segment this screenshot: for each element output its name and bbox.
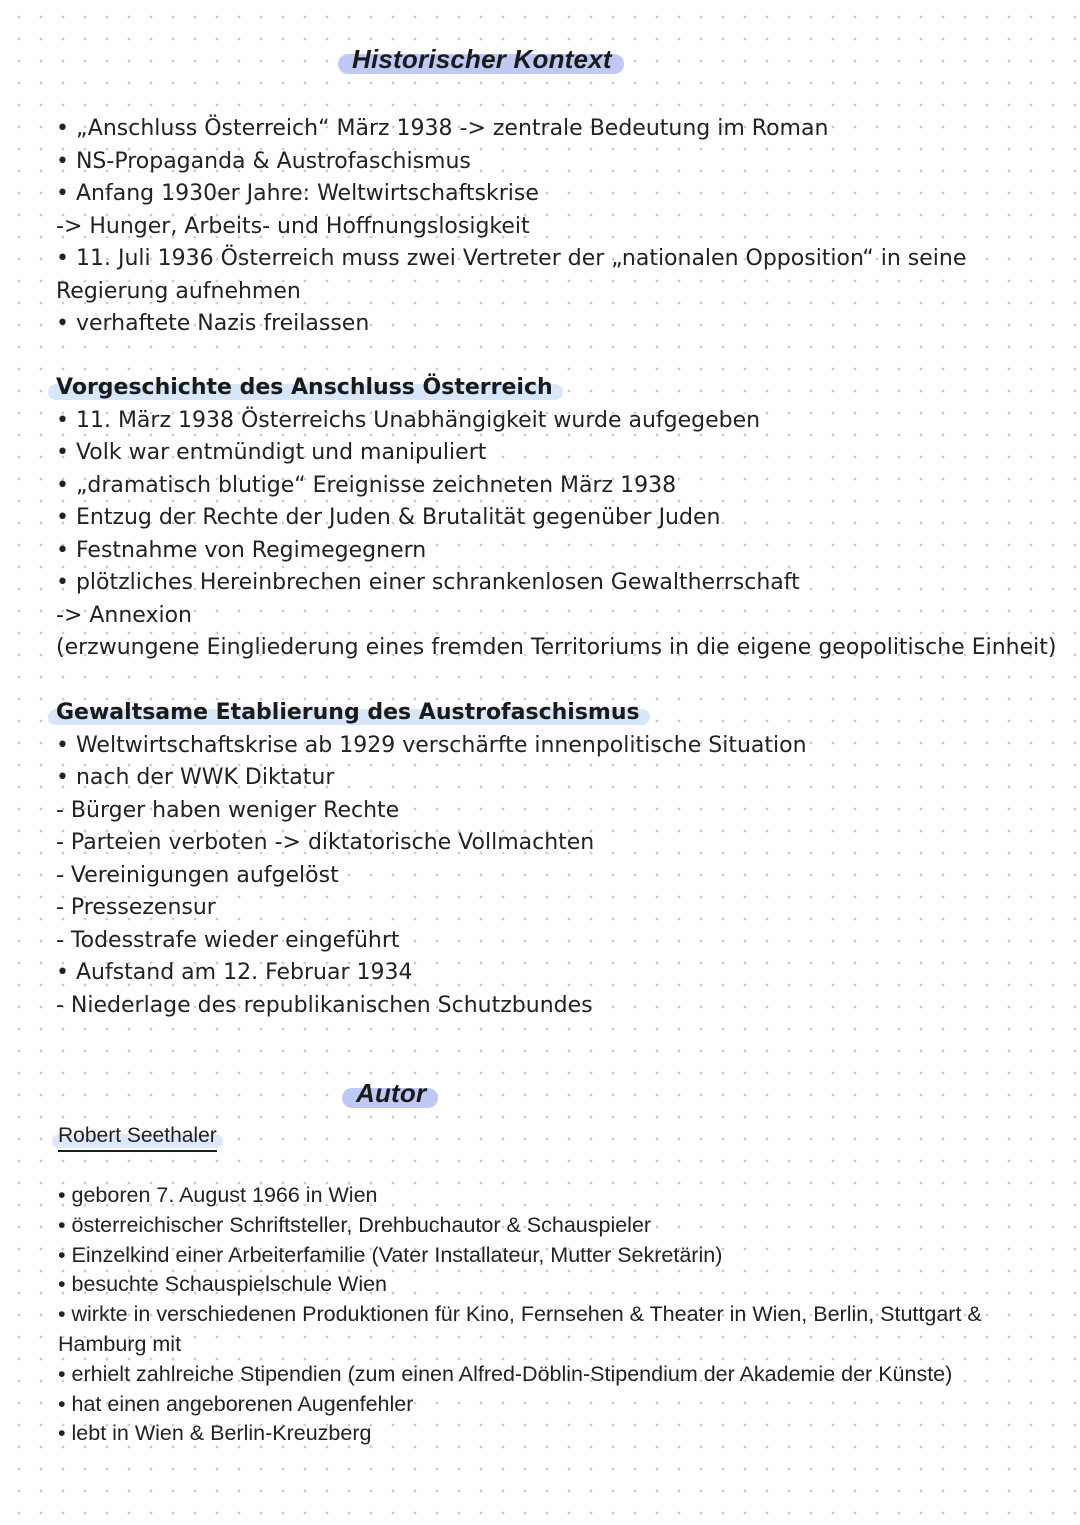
list-item: • plötzliches Hereinbrechen einer schrankenlosen Gewaltherrschaft [56, 570, 800, 595]
list-item: - Pressezensur [56, 895, 216, 920]
list-item: • 11. Juli 1936 Österreich muss zwei Vertreter der „nationalen Opposition“ in seine Regierung aufnehmen [56, 246, 967, 304]
list-item: • Anfang 1930er Jahre: Weltwirtschaftskrise [56, 181, 539, 206]
section-historical-context [56, 113, 1056, 341]
list-item: • Einzelkind einer Arbeiterfamilie (Vater Installateur, Mutter Sekretärin) [58, 1242, 723, 1267]
list-item: -> Hunger, Arbeits- und Hoffnungslosigkeit [56, 213, 530, 239]
section-heading [56, 697, 640, 730]
list-item: • besuchte Schauspielschule Wien [58, 1272, 388, 1297]
section-heading [56, 372, 553, 405]
list-item: • geboren 7. August 1966 in Wien [58, 1183, 378, 1207]
list-item: • lebt in Wien & Berlin-Kreuzberg [58, 1421, 372, 1446]
list-item: (erzwungene Eingliederung eines fremden Territoriums in die eigene geopolitische Einheit) [56, 635, 1057, 660]
autor-title-text: Autor [356, 1078, 427, 1108]
list-item: - Bürger haben weniger Rechte [56, 797, 400, 823]
list-item: - Niederlage des republikanischen Schutzbundes [56, 992, 593, 1018]
list-item: • Aufstand am 12. Februar 1934 [56, 960, 413, 985]
author-name-text: Robert Seethaler [58, 1124, 217, 1147]
list-item: • hat einen angeborenen Augenfehler [58, 1391, 414, 1416]
list-item: • NS-Propaganda & Austrofaschismus [56, 148, 471, 174]
list-item: - Todesstrafe wieder eingeführt [56, 927, 400, 953]
page-title-text: Historischer Kontext [352, 44, 612, 74]
section-austrofaschismus [56, 697, 1056, 1022]
section-heading-text: Gewaltsame Etablierung des Austrofaschismus [56, 700, 640, 725]
list-item: • wirkte in verschiedenen Produktionen für Kino, Fernsehen & Theater in Wien, Berlin, Stuttgart & Hamburg mit [58, 1302, 982, 1356]
list-item: - Vereinigungen aufgelöst [56, 862, 339, 888]
autor-title [356, 1078, 426, 1109]
list-item: • verhaftete Nazis freilassen [56, 311, 370, 336]
author-name [58, 1124, 217, 1152]
list-item: • erhielt zahlreiche Stipendien (zum einen Alfred-Döblin-Stipendium der Akademie der Künste) [58, 1361, 953, 1386]
page-title [352, 44, 612, 75]
section-author-facts [58, 1181, 1048, 1449]
list-item: • „Anschluss Österreich“ März 1938 -> zentrale Bedeutung im Roman [56, 116, 829, 141]
list-item: • Volk war entmündigt und manipuliert [56, 440, 487, 465]
list-item: • „dramatisch blutige“ Ereignisse zeichneten März 1938 [56, 472, 677, 498]
list-item: - Parteien verboten -> diktatorische Vollmachten [56, 830, 595, 855]
list-item: • Weltwirtschaftskrise ab 1929 verschärfte innenpolitische Situation [56, 732, 807, 758]
list-item: • Festnahme von Regimegegnern [56, 537, 427, 563]
list-item: • Entzug der Rechte der Juden & Brutalität gegenüber Juden [56, 505, 721, 530]
section-heading-text: Vorgeschichte des Anschluss Österreich [56, 375, 553, 400]
list-item: -> Annexion [56, 602, 192, 628]
list-item: • österreichischer Schriftsteller, Drehbuchautor & Schauspieler [58, 1212, 652, 1237]
list-item: • 11. März 1938 Österreichs Unabhängigkeit wurde aufgegeben [56, 407, 761, 433]
section-vorgeschichte [56, 372, 1056, 665]
list-item: • nach der WWK Diktatur [56, 765, 335, 790]
